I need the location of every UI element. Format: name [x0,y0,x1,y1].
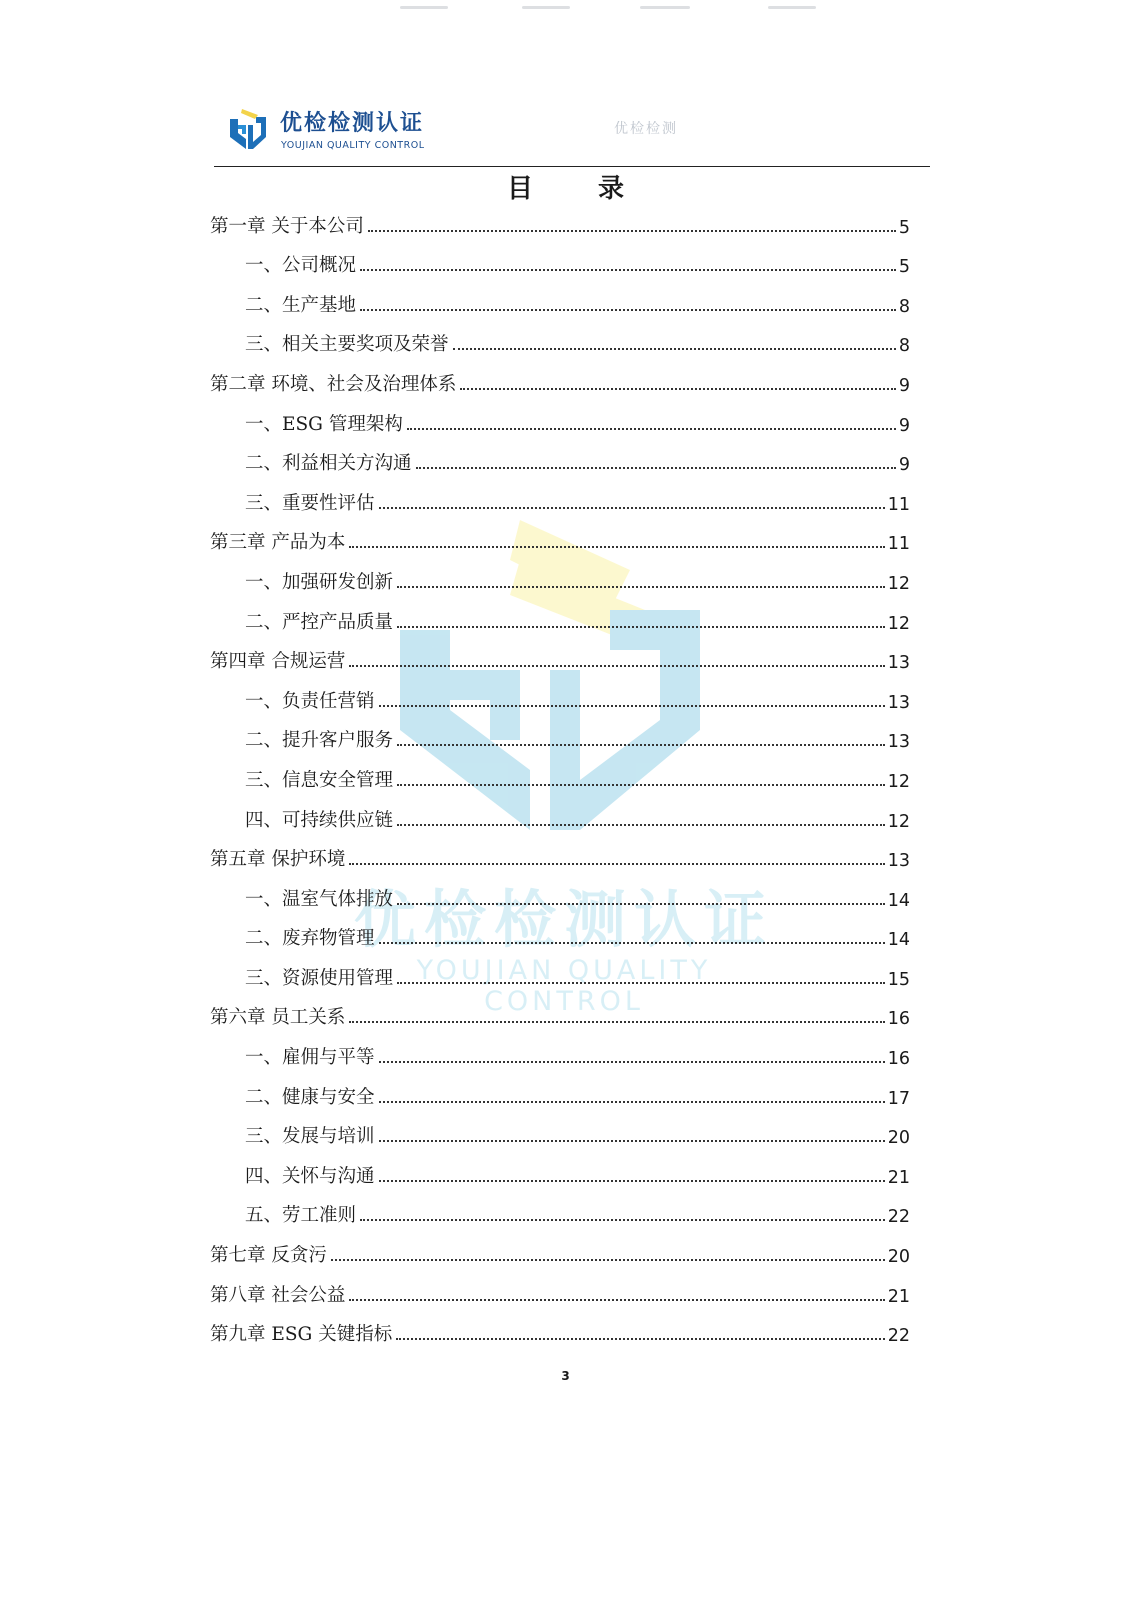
toc-entry-label: 第一章 关于本公司 [210,215,364,237]
toc-entry-page: 12 [887,811,910,832]
toc-entry-page: 9 [898,455,910,476]
toc-section-entry[interactable] [210,1069,910,1109]
toc-dot-leader [453,348,896,350]
brand-name-cn: 优检检测认证 [280,111,425,136]
toc-chapter-entry[interactable] [210,1227,910,1267]
toc-dot-leader [397,586,885,588]
toc-section-entry[interactable] [210,317,910,357]
toc-dot-leader [349,1021,884,1023]
toc-dot-leader [379,1180,885,1182]
toc-dot-leader [379,705,885,707]
watermark-text-cn: 优检检测认证 [353,883,774,956]
toc-entry-page: 16 [887,1009,910,1030]
toc-entry-page: 5 [898,217,910,238]
toc-entry-page: 21 [887,1167,910,1188]
toc-dot-leader [397,982,885,984]
toc-dot-leader [397,626,885,628]
toc-entry-label: 三、信息安全管理 [245,769,394,791]
toc-dot-leader [331,1259,885,1261]
toc-dot-leader [368,230,896,232]
toc-section-entry[interactable] [210,1029,910,1069]
toc-entry-page: 8 [898,296,910,317]
toc-entry-label: 三、发展与培训 [245,1126,375,1148]
toc-entry-page: 17 [887,1088,910,1109]
toc-entry-label: 五、劳工准则 [245,1205,357,1227]
toc-entry-label: 三、相关主要奖项及荣誉 [245,334,449,356]
toc-dot-leader [360,309,896,311]
toc-entry-label: 四、可持续供应链 [245,809,394,831]
toc-dot-leader [460,388,895,390]
toc-dot-leader [379,1101,885,1103]
toc-section-entry[interactable] [210,1109,910,1149]
toc-entry-label: 一、温室气体排放 [245,888,394,910]
table-of-contents [210,198,910,1346]
toc-entry-label: 第五章 保护环境 [210,849,346,871]
toc-section-entry[interactable] [210,594,910,634]
toc-entry-page: 9 [898,415,910,436]
toc-dot-leader [396,1338,885,1340]
toc-dot-leader [349,1299,884,1301]
toc-entry-label: 二、利益相关方沟通 [245,453,412,475]
toc-entry-page: 11 [887,494,910,515]
toc-chapter-entry[interactable] [210,1307,910,1347]
page-number: 3 [561,1369,570,1383]
toc-chapter-entry[interactable] [210,1267,910,1307]
toc-entry-label: 一、公司概况 [245,255,357,277]
toc-entry-label: 第六章 员工关系 [210,1007,346,1029]
toc-section-entry[interactable] [210,673,910,713]
toc-entry-page: 13 [887,692,910,713]
toc-entry-page: 22 [887,1207,910,1228]
page-header [214,104,930,170]
toc-section-entry[interactable] [210,752,910,792]
toc-section-entry[interactable] [210,396,910,436]
toc-section-entry[interactable] [210,871,910,911]
toc-dot-leader [397,784,885,786]
toc-entry-label: 二、废弃物管理 [245,928,375,950]
page-title: 目 录 [506,174,653,204]
toc-entry-label: 第四章 合规运营 [210,651,346,673]
toc-entry-label: 三、重要性评估 [245,492,375,514]
toc-entry-label: 第三章 产品为本 [210,532,346,554]
toc-section-entry[interactable] [210,277,910,317]
toc-entry-page: 12 [887,771,910,792]
toc-dot-leader [397,824,885,826]
toc-chapter-entry[interactable] [210,832,910,872]
toc-section-entry[interactable] [210,238,910,278]
toc-section-entry[interactable] [210,950,910,990]
toc-section-entry[interactable] [210,713,910,753]
toc-dot-leader [407,428,896,430]
toc-entry-label: 第九章 ESG 关键指标 [210,1324,393,1346]
toc-entry-page: 15 [887,969,910,990]
toc-entry-page: 21 [887,1286,910,1307]
toc-entry-page: 12 [887,613,910,634]
toc-chapter-entry[interactable] [210,990,910,1030]
toc-entry-page: 11 [887,534,910,555]
toc-dot-leader [379,942,885,944]
brand-name-en: YOUJIAN QUALITY CONTROL [281,140,425,151]
header-divider [214,166,930,167]
toc-entry-page: 14 [887,930,910,951]
toc-entry-label: 二、健康与安全 [245,1086,375,1108]
toc-section-entry[interactable] [210,1188,910,1228]
toc-section-entry[interactable] [210,436,910,476]
toc-dot-leader [379,1140,885,1142]
scan-artifact-marks [400,6,840,14]
toc-entry-label: 一、雇佣与平等 [245,1047,375,1069]
toc-entry-label: 二、严控产品质量 [245,611,394,633]
toc-entry-label: 三、资源使用管理 [245,967,394,989]
toc-dot-leader [379,507,885,509]
toc-entry-page: 13 [887,851,910,872]
toc-dot-leader [349,665,884,667]
toc-entry-label: 一、ESG 管理架构 [245,413,403,435]
toc-entry-page: 22 [887,1326,910,1347]
toc-chapter-entry[interactable] [210,515,910,555]
toc-entry-page: 12 [887,573,910,594]
toc-section-entry[interactable] [210,792,910,832]
toc-entry-page: 8 [898,336,910,357]
toc-dot-leader [397,903,885,905]
toc-chapter-entry[interactable] [210,634,910,674]
toc-chapter-entry[interactable] [210,356,910,396]
toc-dot-leader [379,1061,885,1063]
company-logo-icon [224,107,270,153]
toc-dot-leader [397,744,885,746]
toc-section-entry[interactable] [210,1148,910,1188]
toc-entry-page: 5 [898,257,910,278]
toc-entry-label: 第七章 反贪污 [210,1245,327,1267]
watermark-text-en: YOUJIAN QUALITY CONTROL [416,955,712,1017]
toc-entry-page: 14 [887,890,910,911]
toc-dot-leader [360,1219,885,1221]
toc-entry-page: 20 [887,1128,910,1149]
toc-section-entry[interactable] [210,911,910,951]
toc-entry-label: 第八章 社会公益 [210,1284,346,1306]
toc-dot-leader [360,269,896,271]
toc-entry-label: 四、关怀与沟通 [245,1165,375,1187]
toc-entry-label: 一、加强研发创新 [245,571,394,593]
toc-chapter-entry[interactable] [210,198,910,238]
toc-entry-label: 第二章 环境、社会及治理体系 [210,373,457,395]
toc-entry-page: 9 [898,375,910,396]
toc-entry-label: 二、生产基地 [245,294,357,316]
toc-dot-leader [349,863,884,865]
toc-entry-page: 16 [887,1049,910,1070]
toc-entry-label: 二、提升客户服务 [245,730,394,752]
toc-dot-leader [349,546,884,548]
toc-entry-page: 13 [887,653,910,674]
toc-dot-leader [416,467,896,469]
toc-entry-page: 20 [887,1247,910,1268]
faded-stamp-text: 优检检测 [614,121,678,137]
toc-section-entry[interactable] [210,475,910,515]
toc-entry-page: 13 [887,732,910,753]
toc-entry-label: 一、负责任营销 [245,690,375,712]
toc-section-entry[interactable] [210,554,910,594]
